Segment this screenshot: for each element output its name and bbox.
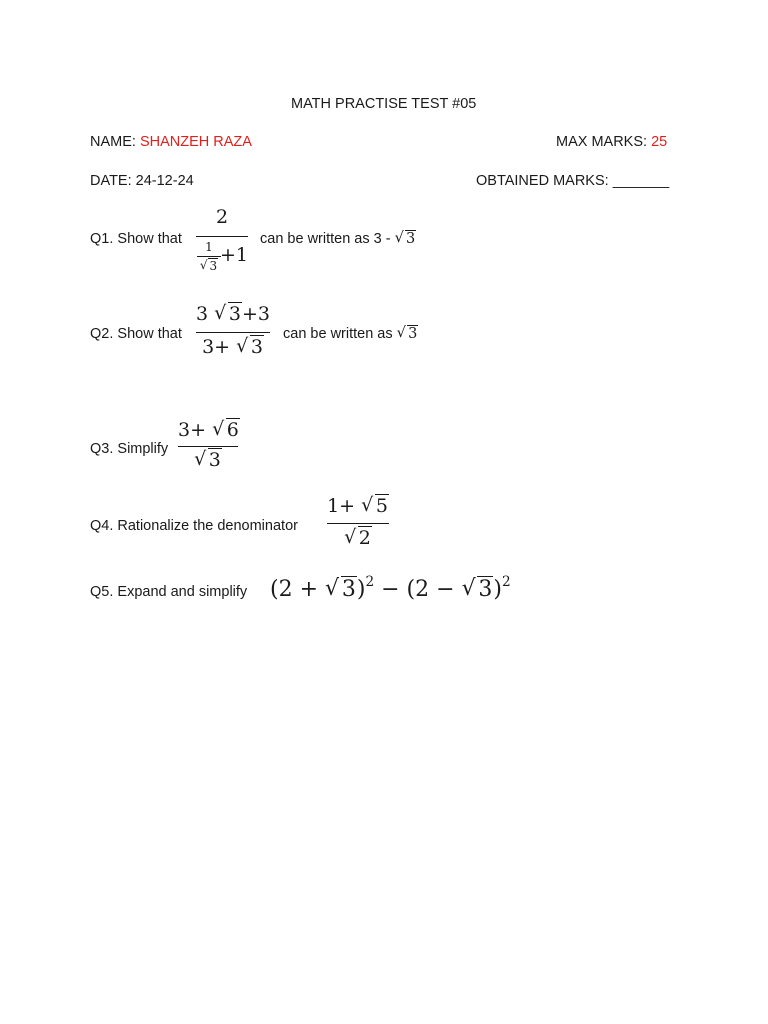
q1-tail: [260, 231, 416, 247]
q3-fraction: [178, 419, 238, 477]
q2-tail: [283, 326, 418, 342]
q5-term2-open: (2 −: [406, 577, 455, 603]
q2-fraction-bar: [196, 332, 270, 333]
q1-fraction-bar: [196, 236, 248, 237]
max-marks-row: [556, 134, 667, 150]
q3-fraction-bar: [178, 446, 238, 447]
q5-term1-close: ): [356, 577, 366, 603]
q4-numerator: 1+ √ 5: [327, 494, 388, 517]
student-name: SHANZEH RAZA: [139, 134, 252, 150]
date-row: [90, 173, 194, 189]
q5-label: Q5. Expand and simplify: [90, 584, 248, 600]
date-label: DATE:: [90, 173, 132, 189]
q5-term2-root: √ 3: [461, 576, 493, 603]
page-title: MATH PRACTISE TEST #05: [291, 96, 477, 112]
q3-denominator: √ 3: [194, 448, 221, 471]
q1-numerator: 2: [215, 206, 229, 228]
max-marks-value: 25: [651, 134, 668, 150]
q1-inner-bar: [197, 256, 221, 257]
q4-fraction: [327, 495, 389, 555]
name-row: [90, 134, 252, 150]
q2-tail-root: √ 3: [396, 325, 418, 342]
obtained-marks-row: [476, 173, 669, 189]
q5-term1-open: (2 +: [270, 577, 319, 603]
q5-term1-exponent: 2: [365, 574, 375, 590]
name-label: NAME:: [90, 134, 136, 150]
q1-inner-fraction: [196, 240, 222, 280]
q2-denominator: 3+ √ 3: [202, 335, 263, 358]
q4-label: Q4. Rationalize the denominator: [90, 518, 298, 534]
q5-term1-root: √ 3: [325, 576, 356, 603]
obtained-marks-label: OBTAINED MARKS:: [476, 173, 609, 189]
max-marks-label: MAX MARKS:: [556, 134, 648, 150]
q2-label: Q2. Show that: [90, 326, 182, 342]
q1-inner-numerator: 1: [205, 240, 213, 254]
q1-fraction: [196, 206, 248, 282]
q4-fraction-bar: [327, 523, 389, 524]
q2-numerator: 3 √ 3+3: [196, 302, 270, 325]
q5-minus: −: [381, 577, 400, 603]
date-value: 24-12-24: [135, 173, 194, 189]
q5-term2-close: ): [493, 577, 502, 603]
q1-inner-denominator: √ 3: [199, 258, 218, 273]
q1-tail-text: can be written as 3 -: [260, 231, 391, 247]
obtained-marks-blank: _______: [612, 173, 670, 189]
q1-denominator-tail: +1: [220, 244, 249, 266]
q5-expression: [270, 574, 511, 602]
q3-numerator: 3+ √ 6: [178, 418, 239, 441]
q4-denominator: √ 2: [344, 526, 371, 549]
q1-tail-root: √ 3: [394, 230, 416, 247]
q5-term2-exponent: 2: [501, 574, 511, 590]
q1-label: Q1. Show that: [90, 231, 182, 247]
q3-label: Q3. Simplify: [90, 441, 169, 457]
q2-fraction: [196, 303, 270, 363]
q2-tail-text: can be written as: [283, 326, 393, 342]
